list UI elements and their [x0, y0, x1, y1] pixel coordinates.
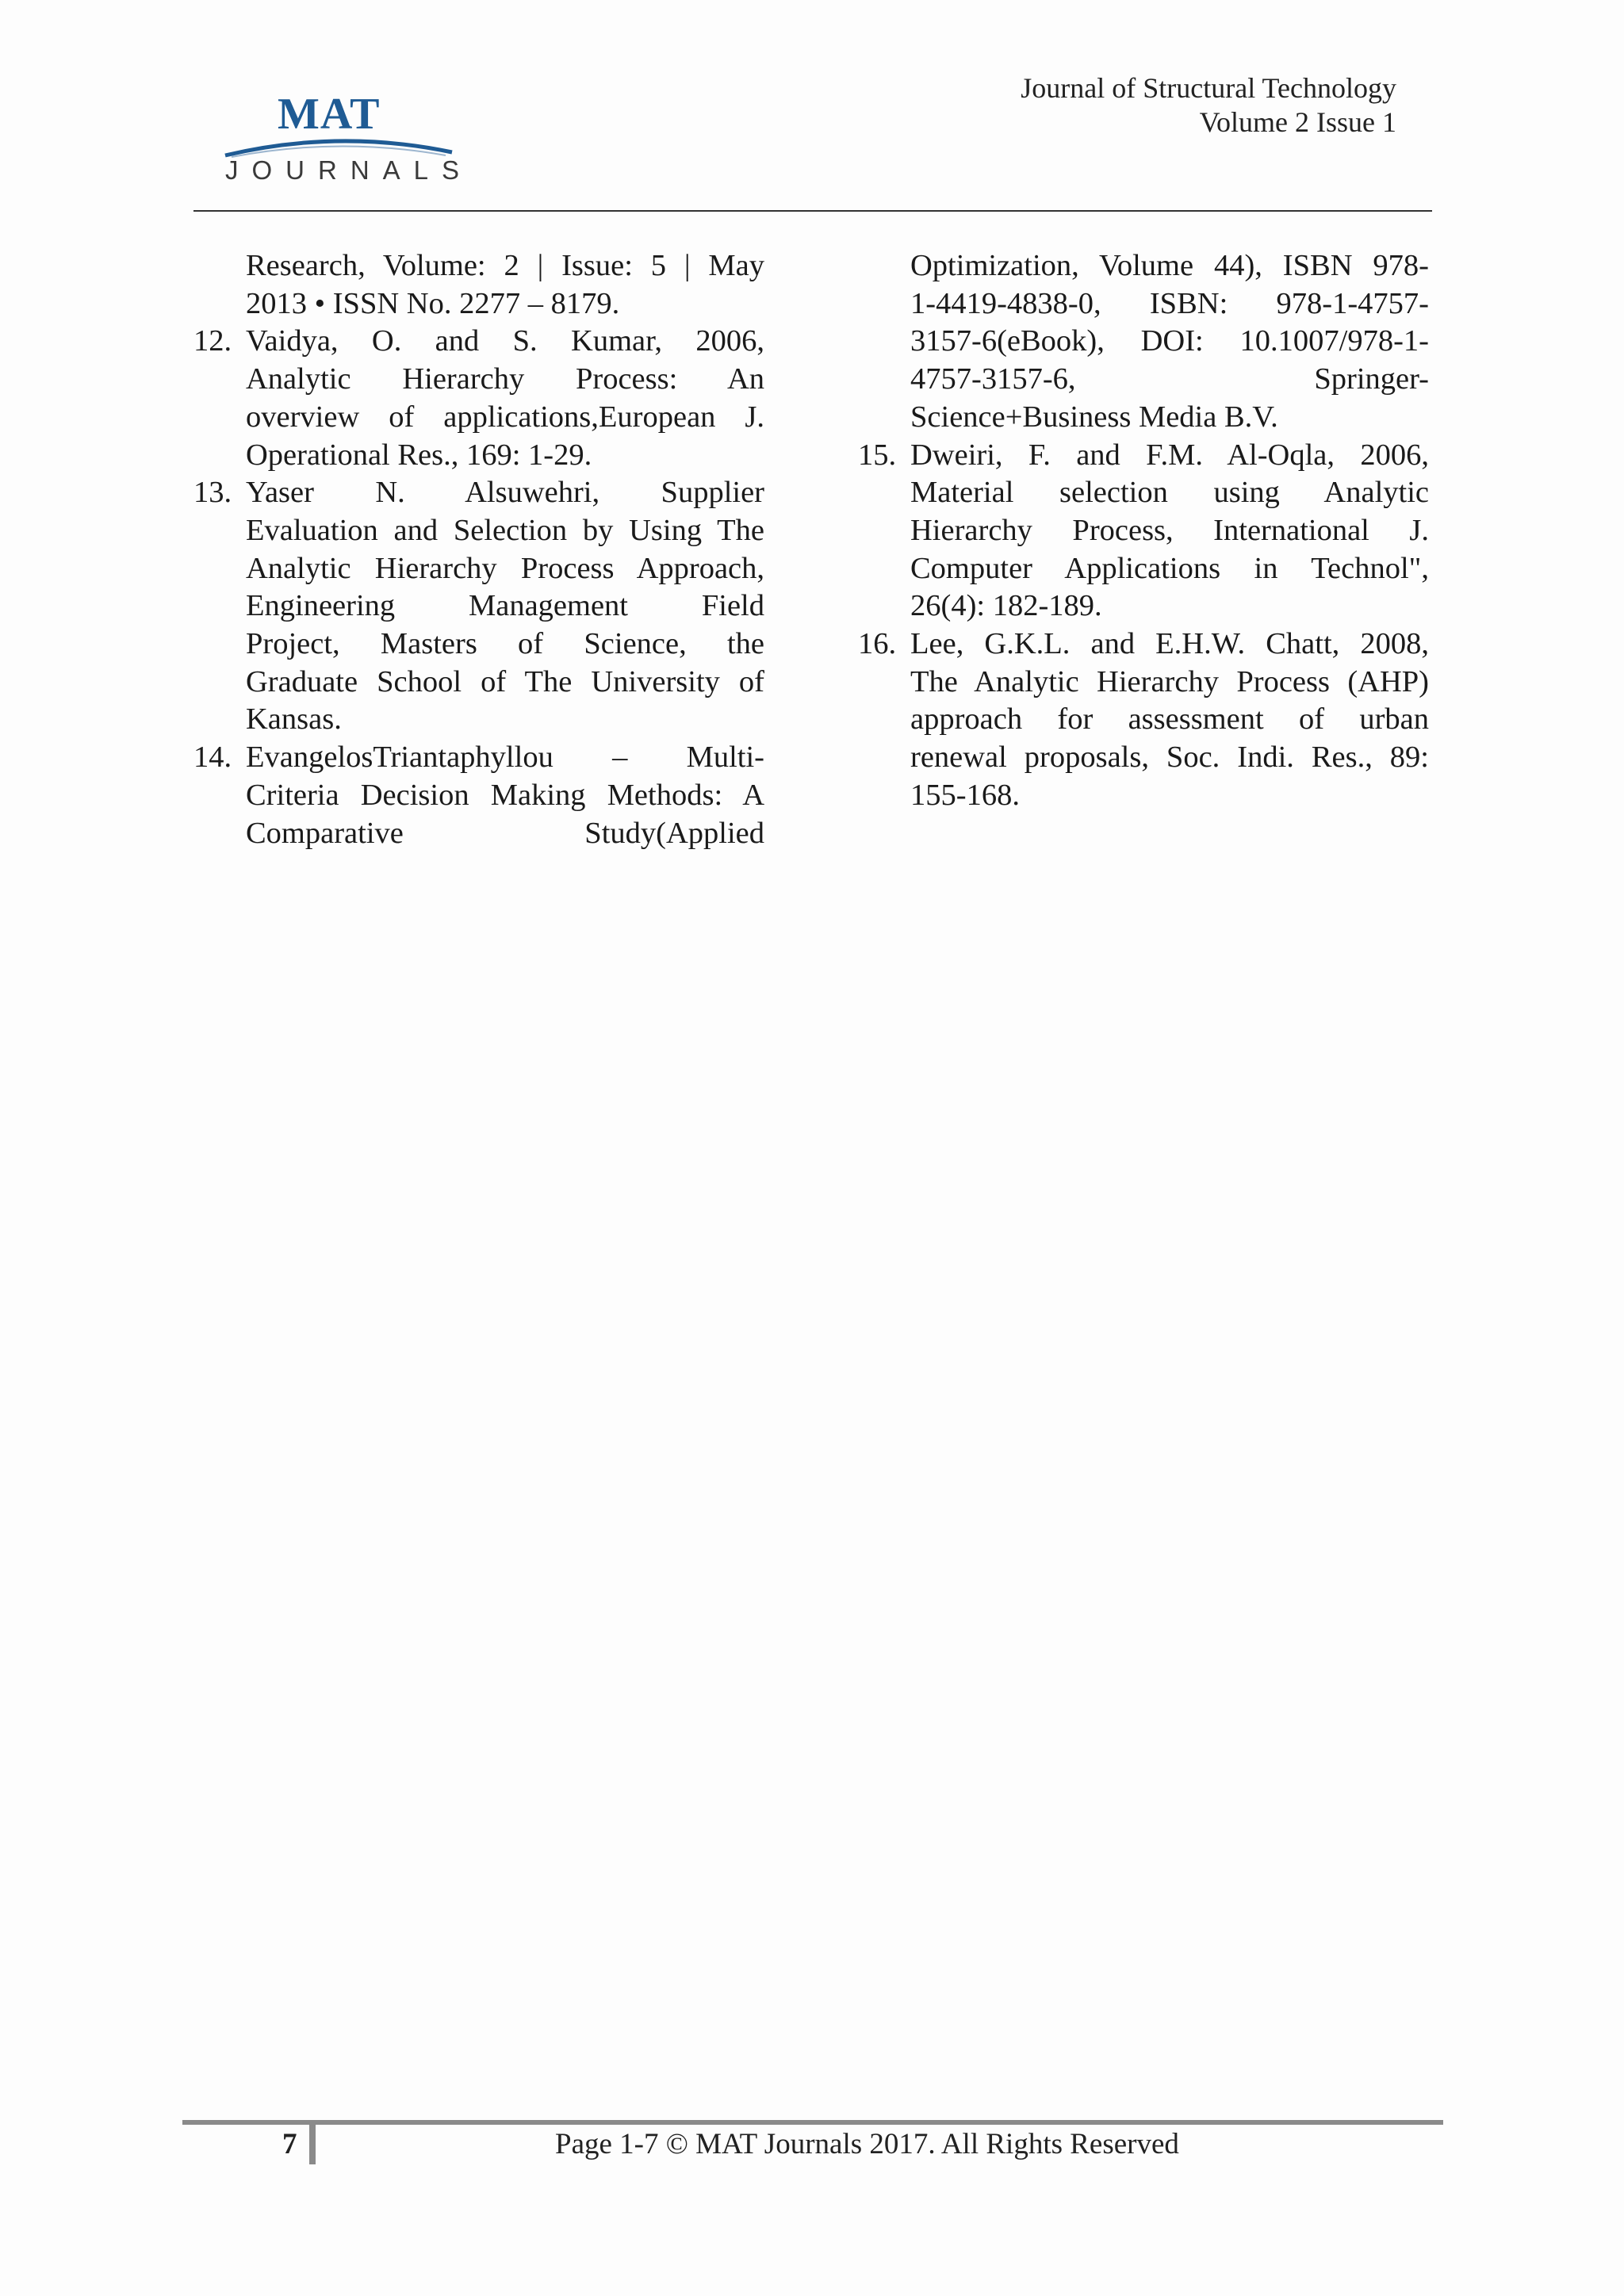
reference-line: Computer Applications in Technol",	[910, 551, 1429, 585]
references-left-column	[193, 247, 764, 852]
reference-line: Dweiri, F. and F.M. Al-Oqla, 2006,	[910, 438, 1429, 472]
footer-separator	[309, 2125, 316, 2164]
header-divider	[193, 210, 1432, 212]
reference-line: Material selection using Analytic	[910, 476, 1429, 510]
reference-line: Analytic Hierarchy Process: An	[246, 362, 764, 396]
reference-number: 14.	[193, 740, 232, 775]
reference-line: Optimization, Volume 44), ISBN 978-	[910, 249, 1429, 282]
reference-line: approach for assessment of urban	[910, 702, 1429, 737]
reference-line: 1-4419-4838-0, ISBN: 978-1-4757-	[910, 286, 1429, 320]
reference-line: overview of applications,European J.	[246, 400, 764, 434]
reference-line: Science+Business Media B.V.	[910, 400, 1278, 434]
reference-line: Vaidya, O. and S. Kumar, 2006,	[246, 324, 764, 358]
journal-header	[1021, 71, 1396, 140]
reference-item-16	[858, 626, 1429, 815]
logo-subtext: JOURNALS	[225, 155, 473, 185]
reference-line: Research, Volume: 2 | Issue: 5 | May	[246, 249, 764, 282]
reference-line: Graduate School of The University of	[246, 664, 764, 698]
reference-line: 26(4): 182-189.	[910, 589, 1102, 623]
reference-line: EvangelosTriantaphyllou – Multi-	[246, 740, 764, 775]
reference-continuation	[193, 247, 764, 323]
reference-line: Hierarchy Process, International J.	[910, 513, 1429, 547]
reference-line: Comparative Study(Applied	[246, 816, 764, 850]
reference-line: 4757-3157-6, Springer-	[910, 362, 1429, 396]
reference-continuation	[858, 247, 1429, 437]
reference-line: Lee, G.K.L. and E.H.W. Chatt, 2008,	[910, 627, 1429, 661]
mat-journals-logo	[224, 89, 473, 185]
reference-line: The Analytic Hierarchy Process (AHP)	[910, 664, 1429, 698]
reference-number: 15.	[858, 438, 897, 472]
reference-line: 155-168.	[910, 778, 1020, 812]
references-right-column	[858, 247, 1429, 815]
reference-line: Engineering Management Field	[246, 589, 764, 623]
reference-line: renewal proposals, Soc. Indi. Res., 89:	[910, 740, 1429, 775]
reference-line: Analytic Hierarchy Process Approach,	[246, 551, 764, 585]
reference-number: 12.	[193, 324, 232, 358]
volume-issue: Volume 2 Issue 1	[1199, 106, 1396, 138]
reference-line: Operational Res., 169: 1-29.	[246, 438, 592, 472]
reference-line: 2013 • ISSN No. 2277 – 8179.	[246, 286, 620, 320]
reference-item-12	[193, 323, 764, 474]
reference-number: 16.	[858, 627, 897, 661]
reference-item-13	[193, 474, 764, 739]
footer-copyright: Page 1-7 © MAT Journals 2017. All Rights Reserved	[555, 2128, 1179, 2160]
reference-line: Kansas.	[246, 702, 342, 737]
footer-divider	[182, 2120, 1443, 2125]
reference-number: 13.	[193, 476, 232, 510]
reference-item-14	[193, 739, 764, 852]
reference-line: Yaser N. Alsuwehri, Supplier	[246, 476, 764, 510]
reference-line: 3157-6(eBook), DOI: 10.1007/978-1-	[910, 324, 1429, 358]
page-number: 7	[282, 2128, 297, 2160]
reference-line: Evaluation and Selection by Using The	[246, 513, 764, 547]
reference-item-15	[858, 437, 1429, 626]
reference-line: Criteria Decision Making Methods: A	[246, 778, 764, 812]
logo-text: MAT	[278, 90, 381, 139]
reference-line: Project, Masters of Science, the	[246, 627, 764, 661]
journal-name: Journal of Structural Technology	[1021, 72, 1396, 104]
